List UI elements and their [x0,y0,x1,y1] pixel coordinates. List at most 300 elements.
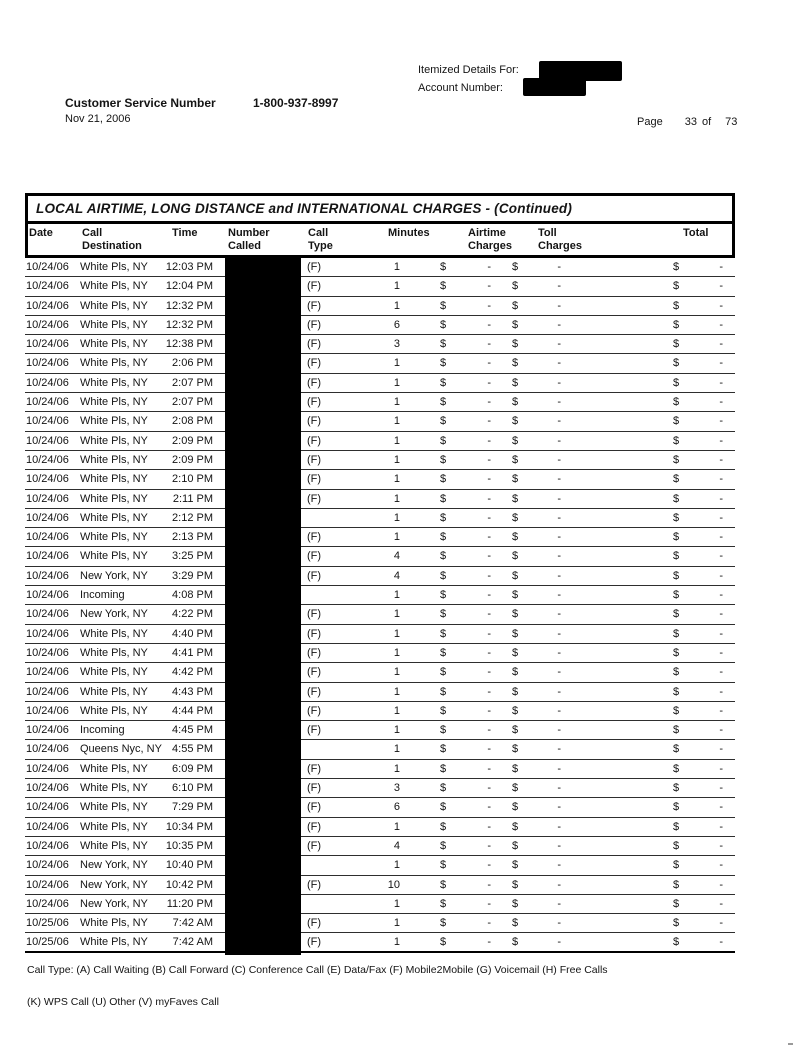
cell-time: 12:32 PM [165,299,213,312]
cell-airtime-charges: $ - [440,801,491,814]
cell-total: $ - [673,724,723,737]
customer-service-number: 1-800-937-8997 [253,96,339,110]
cell-minutes: 1 [393,608,400,621]
cell-call-type: (F) [307,280,322,293]
table-row [25,760,735,779]
cell-call-destination: White Pls, NY [80,531,148,544]
cell-minutes: 1 [393,434,400,447]
cell-total: $ - [673,627,723,640]
cell-call-destination: New York, NY [80,859,148,872]
cell-call-destination: White Pls, NY [80,338,148,351]
cell-minutes: 3 [393,338,400,351]
cell-toll-charges: $ - [512,666,561,679]
cell-date: 10/24/06 [26,627,69,640]
call-type-legend-line1: Call Type: (A) Call Waiting (B) Call Forward (C) Conference Call (E) Data/Fax (F) Mobile2Mobile (G) Voicemail (H) Free Calls [27,964,608,976]
redaction-account-number [523,78,586,96]
redaction-number-called-column [225,258,301,955]
cell-time: 7:42 AM [172,936,213,949]
table-row [25,702,735,721]
cell-airtime-charges: $ - [440,261,491,273]
cell-airtime-charges: $ - [440,917,491,930]
table-title: LOCAL AIRTIME, LONG DISTANCE and INTERNATIONAL CHARGES - (Continued) [25,193,735,224]
header-date: Date [29,227,53,239]
table-row [25,683,735,702]
cell-time: 3:29 PM [172,569,213,582]
cell-toll-charges: $ - [512,627,561,640]
cell-time: 12:04 PM [165,280,213,293]
cell-call-destination: White Pls, NY [80,762,148,775]
cell-minutes: 1 [393,261,400,273]
table-row [25,895,735,914]
cell-call-type: (F) [307,646,322,659]
cell-toll-charges: $ - [512,453,561,466]
cell-call-destination: Incoming [80,589,125,602]
cell-date: 10/24/06 [26,589,69,602]
cell-date: 10/24/06 [26,859,69,872]
table-row [25,335,735,354]
table-row [25,490,735,509]
cell-call-type: (F) [307,917,322,930]
cell-airtime-charges: $ - [440,434,491,447]
cell-minutes: 1 [393,724,400,737]
cell-call-destination: White Pls, NY [80,376,148,389]
cell-airtime-charges: $ - [440,762,491,775]
cell-airtime-charges: $ - [440,492,491,505]
cell-call-destination: White Pls, NY [80,280,148,293]
cell-call-type: (F) [307,627,322,640]
cell-call-type: (F) [307,820,322,833]
cell-time: 2:06 PM [172,357,213,370]
cell-airtime-charges: $ - [440,627,491,640]
cell-time: 2:07 PM [172,376,213,389]
table-row [25,644,735,663]
cell-date: 10/24/06 [26,453,69,466]
header-airtime-charges: Airtime Charges [468,227,513,252]
cell-call-destination: White Pls, NY [80,261,148,273]
table-row [25,258,735,277]
table-row [25,528,735,547]
cell-toll-charges: $ - [512,608,561,621]
cell-airtime-charges: $ - [440,666,491,679]
cell-time: 10:40 PM [165,859,213,872]
cell-date: 10/24/06 [26,878,69,891]
cell-date: 10/24/06 [26,318,69,331]
cell-toll-charges: $ - [512,376,561,389]
cell-total: $ - [673,762,723,775]
cell-time: 4:42 PM [172,666,213,679]
cell-toll-charges: $ - [512,473,561,486]
cell-total: $ - [673,685,723,698]
cell-date: 10/25/06 [26,936,69,949]
cell-call-type: (F) [307,936,322,949]
cell-call-type: (F) [307,839,322,852]
cell-total: $ - [673,569,723,582]
cell-time: 12:32 PM [165,318,213,331]
cell-minutes: 1 [393,685,400,698]
cell-time: 3:25 PM [172,550,213,563]
cell-toll-charges: $ - [512,299,561,312]
cell-date: 10/24/06 [26,280,69,293]
cell-total: $ - [673,396,723,409]
page-label: Page [637,116,663,128]
header-total: Total [683,227,709,239]
cell-total: $ - [673,357,723,370]
header-time: Time [172,227,198,239]
cell-minutes: 1 [393,473,400,486]
header-minutes: Minutes [388,227,430,239]
cell-minutes: 1 [393,511,400,524]
cell-time: 10:42 PM [165,878,213,891]
cell-airtime-charges: $ - [440,839,491,852]
table-row [25,856,735,875]
cell-time: 11:20 PM [166,897,213,910]
cell-time: 4:43 PM [172,685,213,698]
cell-minutes: 1 [393,936,400,949]
cell-airtime-charges: $ - [440,280,491,293]
cell-date: 10/24/06 [26,550,69,563]
cell-date: 10/24/06 [26,338,69,351]
table-row [25,933,735,952]
cell-time: 2:08 PM [172,415,213,428]
cell-time: 10:34 PM [165,820,213,833]
cell-minutes: 1 [393,492,400,505]
table-row [25,316,735,335]
cell-call-type: (F) [307,492,322,505]
cell-total: $ - [673,473,723,486]
cell-time: 4:08 PM [172,589,213,602]
cell-call-destination: White Pls, NY [80,801,148,814]
table-row [25,354,735,373]
table-row [25,277,735,296]
cell-toll-charges: $ - [512,569,561,582]
cell-total: $ - [673,917,723,930]
cell-date: 10/24/06 [26,608,69,621]
cell-airtime-charges: $ - [440,531,491,544]
cell-toll-charges: $ - [512,743,561,756]
cell-minutes: 6 [393,318,400,331]
cell-minutes: 1 [393,820,400,833]
cell-time: 12:03 PM [165,261,213,273]
cell-airtime-charges: $ - [440,473,491,486]
cell-airtime-charges: $ - [440,550,491,563]
cell-time: 10:35 PM [165,839,213,852]
cell-minutes: 10 [387,878,400,891]
cell-date: 10/24/06 [26,511,69,524]
table-row [25,779,735,798]
table-row [25,721,735,740]
cell-toll-charges: $ - [512,434,561,447]
table-row [25,297,735,316]
cell-call-type: (F) [307,685,322,698]
cell-call-type: (F) [307,338,322,351]
cell-date: 10/24/06 [26,299,69,312]
cell-toll-charges: $ - [512,724,561,737]
cell-toll-charges: $ - [512,415,561,428]
header-number-called: Number Called [228,227,270,252]
cell-date: 10/24/06 [26,724,69,737]
cell-time: 6:09 PM [172,762,213,775]
cell-minutes: 1 [393,415,400,428]
cell-total: $ - [673,376,723,389]
cell-time: 4:44 PM [172,704,213,717]
cell-airtime-charges: $ - [440,415,491,428]
cell-minutes: 3 [393,782,400,795]
cell-airtime-charges: $ - [440,357,491,370]
cell-call-destination: White Pls, NY [80,917,148,930]
cell-toll-charges: $ - [512,589,561,602]
cell-minutes: 1 [393,299,400,312]
cell-call-type: (F) [307,453,322,466]
cell-total: $ - [673,261,723,273]
table-rows [25,258,735,953]
cell-airtime-charges: $ - [440,569,491,582]
cell-call-destination: New York, NY [80,897,148,910]
cell-call-destination: White Pls, NY [80,492,148,505]
cell-total: $ - [673,897,723,910]
table-row [25,818,735,837]
cell-time: 7:42 AM [172,917,213,930]
table-row [25,663,735,682]
cell-total: $ - [673,589,723,602]
cell-total: $ - [673,646,723,659]
cell-call-destination: White Pls, NY [80,646,148,659]
cell-toll-charges: $ - [512,280,561,293]
cell-total: $ - [673,704,723,717]
cell-call-type: (F) [307,357,322,370]
cell-airtime-charges: $ - [440,453,491,466]
cell-call-destination: White Pls, NY [80,473,148,486]
cell-minutes: 4 [393,550,400,563]
cell-date: 10/24/06 [26,704,69,717]
cell-call-type: (F) [307,396,322,409]
cell-call-destination: White Pls, NY [80,839,148,852]
cell-call-destination: Queens Nyc, NY [80,743,162,756]
cell-call-destination: White Pls, NY [80,820,148,833]
page-number: 33 [684,116,697,128]
header-toll-charges: Toll Charges [538,227,583,252]
cell-call-destination: White Pls, NY [80,415,148,428]
cell-total: $ - [673,511,723,524]
cell-call-type: (F) [307,878,322,891]
cell-date: 10/24/06 [26,743,69,756]
cell-airtime-charges: $ - [440,646,491,659]
cell-toll-charges: $ - [512,801,561,814]
cell-date: 10/24/06 [26,666,69,679]
cell-total: $ - [673,839,723,852]
cell-call-type: (F) [307,531,322,544]
customer-service-label: Customer Service Number [65,96,216,110]
cell-call-destination: White Pls, NY [80,685,148,698]
cell-minutes: 1 [393,859,400,872]
page-of-label: of [701,116,712,128]
cell-time: 2:10 PM [172,473,213,486]
cell-call-type: (F) [307,666,322,679]
cell-total: $ - [673,338,723,351]
cell-toll-charges: $ - [512,396,561,409]
cell-minutes: 1 [393,531,400,544]
cell-call-destination: White Pls, NY [80,627,148,640]
cell-call-destination: White Pls, NY [80,299,148,312]
cell-minutes: 1 [393,280,400,293]
cell-call-destination: White Pls, NY [80,936,148,949]
table-row [25,470,735,489]
cell-minutes: 1 [393,589,400,602]
cell-call-destination: New York, NY [80,878,148,891]
cell-time: 2:13 PM [172,531,213,544]
cell-airtime-charges: $ - [440,782,491,795]
charges-table [25,193,735,953]
cell-call-destination: White Pls, NY [80,318,148,331]
cell-call-destination: White Pls, NY [80,511,148,524]
cell-total: $ - [673,859,723,872]
cell-date: 10/24/06 [26,897,69,910]
cell-time: 6:10 PM [172,782,213,795]
cell-airtime-charges: $ - [440,318,491,331]
cell-total: $ - [673,434,723,447]
cell-total: $ - [673,820,723,833]
cell-total: $ - [673,280,723,293]
cell-call-type: (F) [307,801,322,814]
cell-call-type: (F) [307,762,322,775]
cell-toll-charges: $ - [512,357,561,370]
cell-minutes: 1 [393,897,400,910]
cell-call-type: (F) [307,782,322,795]
cell-toll-charges: $ - [512,550,561,563]
cell-total: $ - [673,453,723,466]
cell-airtime-charges: $ - [440,589,491,602]
table-row [25,625,735,644]
cell-toll-charges: $ - [512,878,561,891]
cell-call-type: (F) [307,299,322,312]
table-row [25,567,735,586]
table-row [25,740,735,759]
cell-date: 10/24/06 [26,782,69,795]
cell-call-destination: White Pls, NY [80,357,148,370]
cell-date: 10/24/06 [26,376,69,389]
cell-minutes: 1 [393,357,400,370]
cell-call-type: (F) [307,261,322,273]
cell-minutes: 1 [393,762,400,775]
cell-time: 4:41 PM [172,646,213,659]
cell-call-type: (F) [307,376,322,389]
cell-call-destination: New York, NY [80,569,148,582]
cell-call-destination: Incoming [80,724,125,737]
cell-call-type: (F) [307,550,322,563]
itemized-details-label: Itemized Details For: [418,64,519,76]
cell-call-destination: White Pls, NY [80,434,148,447]
cell-time: 4:22 PM [172,608,213,621]
cell-toll-charges: $ - [512,338,561,351]
cell-time: 4:40 PM [172,627,213,640]
cell-airtime-charges: $ - [440,859,491,872]
cell-call-type: (F) [307,569,322,582]
cell-call-type: (F) [307,318,322,331]
cell-minutes: 6 [393,801,400,814]
cell-call-destination: White Pls, NY [80,666,148,679]
cell-call-destination: White Pls, NY [80,396,148,409]
cell-total: $ - [673,318,723,331]
cell-call-destination: White Pls, NY [80,550,148,563]
header-call-destination: Call Destination [82,227,142,252]
cell-total: $ - [673,550,723,563]
cell-toll-charges: $ - [512,936,561,949]
cell-time: 12:38 PM [165,338,213,351]
cell-minutes: 1 [393,376,400,389]
page-total: 73 [725,116,738,128]
account-number-label: Account Number: [418,82,503,94]
cell-date: 10/24/06 [26,434,69,447]
cell-minutes: 1 [393,453,400,466]
cell-call-type: (F) [307,704,322,717]
cell-date: 10/24/06 [26,531,69,544]
cell-airtime-charges: $ - [440,820,491,833]
cell-airtime-charges: $ - [440,704,491,717]
cell-total: $ - [673,878,723,891]
cell-toll-charges: $ - [512,917,561,930]
statement-date: Nov 21, 2006 [65,113,131,125]
cell-minutes: 1 [393,666,400,679]
cell-minutes: 1 [393,627,400,640]
table-row [25,509,735,528]
table-header [25,224,735,258]
cell-minutes: 4 [393,569,400,582]
cell-time: 4:55 PM [172,743,213,756]
cell-toll-charges: $ - [512,261,561,273]
cell-date: 10/24/06 [26,569,69,582]
table-row [25,914,735,933]
cell-date: 10/24/06 [26,801,69,814]
cell-total: $ - [673,608,723,621]
cell-call-type: (F) [307,608,322,621]
table-row [25,837,735,856]
cell-date: 10/24/06 [26,820,69,833]
table-row [25,586,735,605]
cell-call-type: (F) [307,415,322,428]
cell-airtime-charges: $ - [440,936,491,949]
scan-artifact [788,1043,793,1045]
cell-total: $ - [673,666,723,679]
cell-call-type: (F) [307,724,322,737]
cell-time: 7:29 PM [172,801,213,814]
cell-minutes: 4 [393,839,400,852]
table-row [25,798,735,817]
cell-date: 10/24/06 [26,357,69,370]
cell-airtime-charges: $ - [440,608,491,621]
cell-toll-charges: $ - [512,318,561,331]
cell-date: 10/24/06 [26,492,69,505]
cell-toll-charges: $ - [512,646,561,659]
table-row [25,876,735,895]
cell-toll-charges: $ - [512,820,561,833]
call-type-legend-line2: (K) WPS Call (U) Other (V) myFaves Call [27,996,219,1008]
cell-time: 2:09 PM [172,453,213,466]
cell-time: 4:45 PM [172,724,213,737]
cell-date: 10/24/06 [26,261,69,273]
cell-toll-charges: $ - [512,685,561,698]
cell-toll-charges: $ - [512,859,561,872]
cell-toll-charges: $ - [512,782,561,795]
cell-total: $ - [673,801,723,814]
cell-minutes: 1 [393,396,400,409]
cell-toll-charges: $ - [512,839,561,852]
cell-toll-charges: $ - [512,704,561,717]
cell-date: 10/24/06 [26,839,69,852]
cell-call-type: (F) [307,473,322,486]
cell-airtime-charges: $ - [440,376,491,389]
itemized-details-block [418,61,519,97]
table-row [25,547,735,566]
cell-date: 10/24/06 [26,415,69,428]
